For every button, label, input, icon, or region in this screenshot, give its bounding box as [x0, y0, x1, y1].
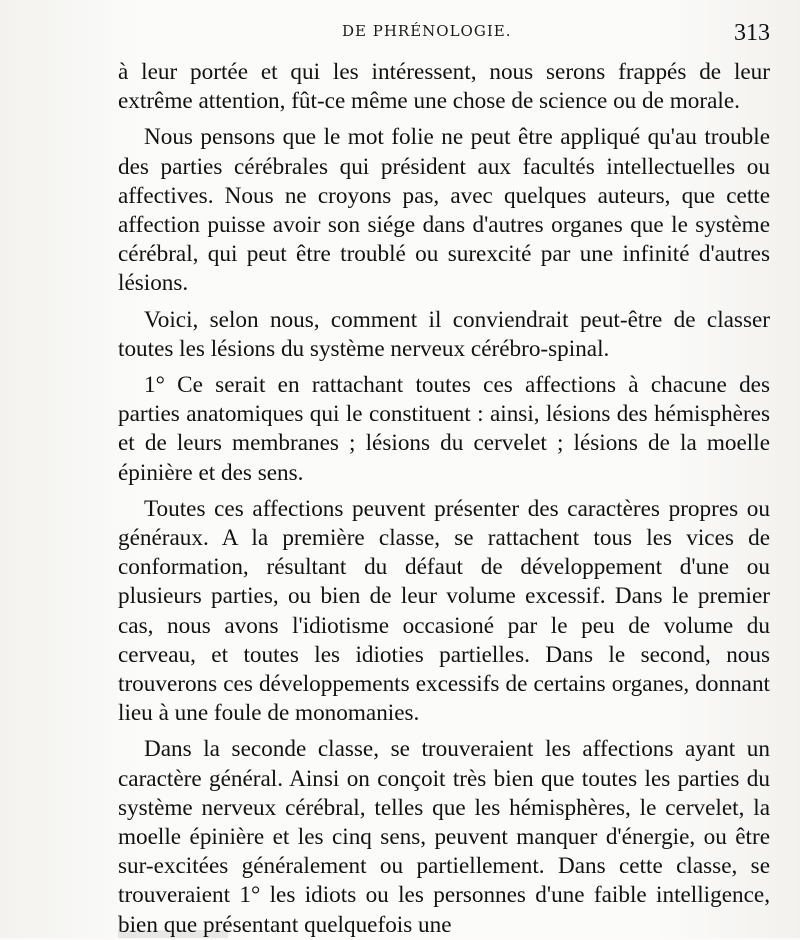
page-header	[118, 14, 770, 44]
paragraph-continuation: à leur portée et qui les intéressent, nous serons frappés de leur extrême attention, fût-ce même une chose de science ou de morale.	[118, 59, 770, 115]
paragraph-first-classification: 1° Ce serait en rattachant toutes ces affections à chacune des parties anatomiques qui le constituent : ainsi, lésions des hémisphères et de leurs membranes ; lésions du cervelet ; lésions de la moelle épinière et des sens.	[118, 372, 770, 486]
paragraph-first-class: Toutes ces affections peuvent présenter des caractères propres ou généraux. A la première classe, se rattachent tous les vices de conformation, résultant du défaut de développement d'une ou plusieurs parties, ou bien de leur volume excessif. Dans le premier cas, nous avons l'idiotisme occasioné par le peu de volume du cerveau, et toutes les idioties partielles. Dans le second, nous trouverons ces développements excessifs de certains organes, donnant lieu à une foule de monomanies.	[118, 495, 770, 727]
paragraph-second-class: Dans la seconde classe, se trouveraient les affections ayant un caractère général. Ainsi on conçoit très bien que toutes les parties du système nerveux cérébral, telles que les hémisphères, le cervelet, la moelle épinière et les cinq sens, peuvent manquer d'énergie, ou être sur-excitées généralement ou partiellement. Dans cette classe, se trouveraient 1° les idiots ou les personnes d'une faible intelligence, bien que présentant quelquefois une	[118, 736, 770, 938]
page-number: 313	[734, 20, 770, 46]
page-body	[118, 58, 770, 940]
paragraph-folie-definition: Nous pensons que le mot folie ne peut être appliqué qu'au trouble des parties cérébrales qui président aux facultés intellectuelles ou affectives. Nous ne croyons pas, avec quelques auteurs, que cette affection puisse avoir son siége dans d'autres organes que le système cérébral, qui peut être troublé ou surexcité par une infinité d'autres lésions.	[118, 124, 770, 297]
running-head: DE PHRÉNOLOGIE.	[342, 22, 512, 40]
page-shadow-mark	[118, 930, 228, 938]
paragraph-classification-intro: Voici, selon nous, comment il conviendrait peut-être de classer toutes les lésions du système nerveux cérébro-spinal.	[118, 306, 770, 362]
